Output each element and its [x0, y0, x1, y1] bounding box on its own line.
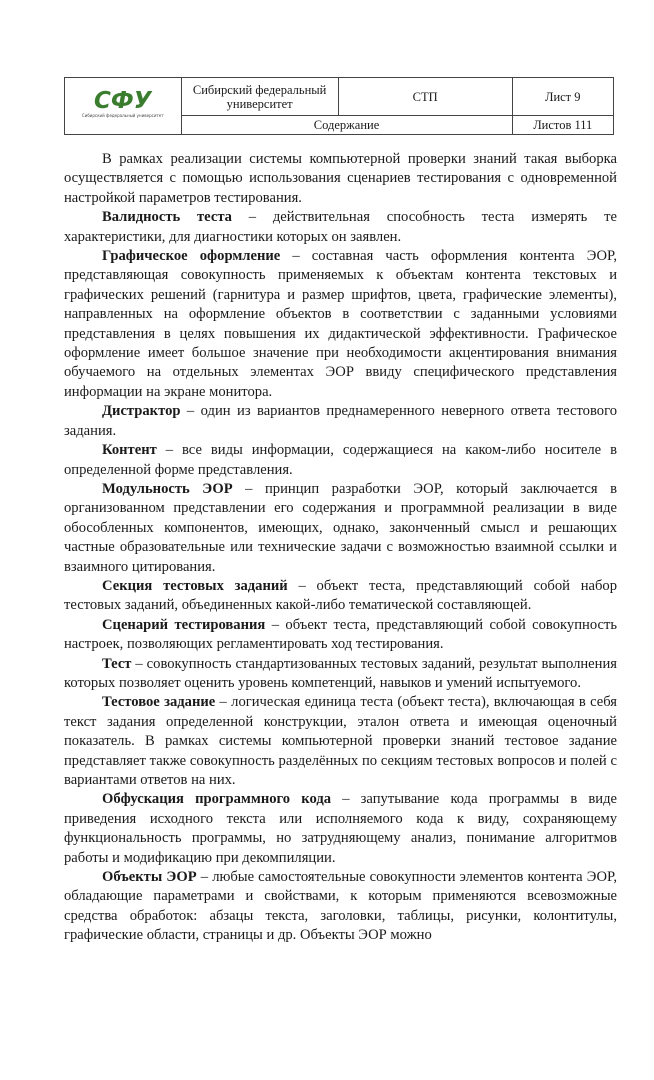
paragraph [64, 441, 617, 480]
definition: – запутывание кода программы в виде приведения исходного текста или исполняемого кода к виду, сохраняющему функциональность программы, но затрудняющему анализ, понимание алгоритмов работы и модификацию при декомпиляции. [64, 791, 617, 866]
paragraph [64, 790, 617, 868]
logo-mark: СФУ [94, 87, 152, 114]
paragraph [64, 577, 617, 616]
definition: – объект теста, представляющий собой набор тестовых заданий, объединенных какой-либо тематической составляющей. [64, 577, 617, 614]
term: Графическое оформление [102, 248, 281, 265]
paragraph [64, 150, 617, 208]
sheets-total: Листов 111 [512, 116, 614, 135]
definition: – совокупность стандартизованных тестовых заданий, результат выполнения которых позволяет оценить уровень компетенций, навыков и умений испытуемого. [64, 655, 617, 691]
term: Дистрактор [102, 403, 181, 420]
university-line2: университет [226, 96, 293, 111]
paragraph [64, 693, 617, 790]
paragraph [64, 868, 617, 946]
standard-code: СТП [338, 78, 512, 116]
definition: – любые самостоятельные совокупности элементов контента ЭОР, обладающие параметрами и свойствами, к которым применяются всевозможные средства обработок: абзацы текста, заголовки, таблицы, рисунки, колонтитулы, графические области, страницы и др. Объекты ЭОР можно [64, 869, 617, 944]
definition: – объект теста, представляющий собой совокупность настроек, позволяющих регламентировать ход тестирования. [64, 616, 617, 653]
definition: – действительная способность теста измерять те характеристики, для диагностики которых он заявлен. [64, 209, 617, 245]
term: Сценарий тестирования [102, 616, 266, 633]
sheet-number: Лист 9 [512, 78, 614, 116]
definition: В рамках реализации системы компьютерной проверки знаний такая выборка осуществляется с помощью использования сценариев тестирования с одновременной настройкой параметров тестирования. [64, 151, 617, 206]
paragraph [64, 616, 617, 655]
term: Тестовое задание [102, 694, 216, 711]
term: Обфускация программного кода [102, 791, 332, 808]
definition: – принцип разработки ЭОР, который заключается в организованном представлении его содержания и программной реализации в виде обособленных компонентов, имеющих, однако, законченный смысл и решающих частные образовательные или технические задачи с возможностью взаимной ссылки и взаимного цитирования. [64, 480, 617, 575]
term: Валидность теста [102, 209, 232, 226]
term: Объекты ЭОР [102, 869, 197, 886]
document-header-table [64, 77, 614, 135]
definition: – один из вариантов преднамеренного неверного ответа тестового задания. [64, 403, 617, 439]
term: Модульность ЭОР [102, 480, 233, 497]
section-title: Содержание [181, 116, 512, 135]
definition: – все виды информации, содержащиеся на каком-либо носителе в определенной форме представления. [64, 442, 617, 478]
university-name [181, 78, 338, 116]
term: Контент [102, 442, 157, 459]
university-line1: Сибирский федеральный [192, 82, 327, 97]
paragraph [64, 208, 617, 247]
paragraph [64, 655, 617, 694]
definition: – логическая единица теста (объект теста), включающая в себя текст задания определенной конструкции, эталон ответа и имеющая оценочный показатель. В рамках системы компьютерной проверки знаний тестовое задание представляет также совокупность разделённых по секциям тестовых вопросов и полей с вариантами ответов на них. [64, 694, 617, 788]
paragraph [64, 480, 617, 577]
paragraph [64, 402, 617, 441]
university-logo [65, 78, 182, 135]
definition: – составная часть оформления контента ЭОР, представляющая совокупность применяемых к объектам контента текстовых и графических решений (гарнитура и размер шрифтов, цвета, графические элементы), направленных на оформление объектов в соответствии с заданными условиями представления в целях повышения их дидактической эффективности. Графическое оформление имеет большое значение при необходимости акцентирования внимания обучаемого на отдельных элементах ЭОР ввиду специфического представления информации на экране монитора. [64, 248, 618, 400]
term: Тест [102, 655, 132, 672]
logo-subtext: Сибирский федеральный университет [81, 112, 164, 118]
paragraph [64, 247, 617, 402]
document-body [64, 150, 617, 946]
term: Секция тестовых заданий [102, 577, 288, 594]
